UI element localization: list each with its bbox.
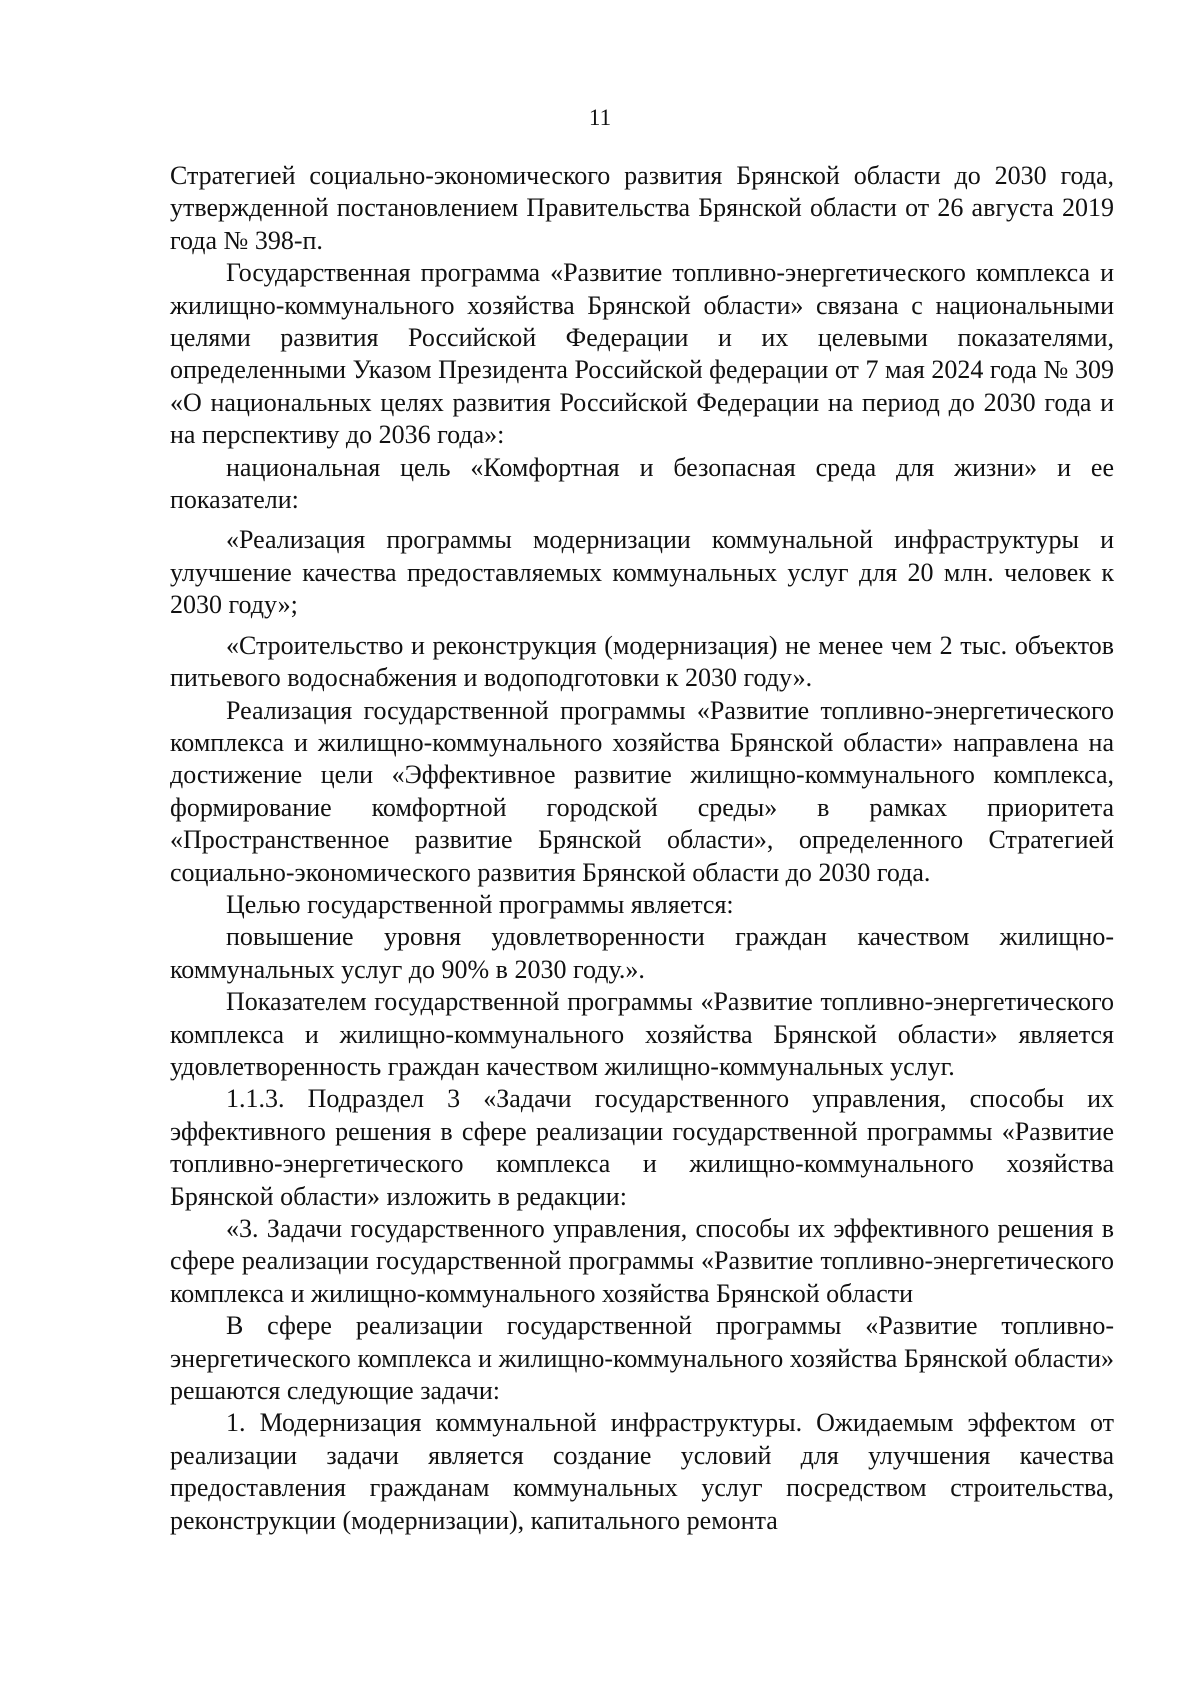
paragraph-6: Реализация государственной программы «Развитие топливно-энергетического комплекса и жилищно-коммунального хозяйства Брянской области» направлена на достижение цели «Эффективное развитие жилищно-коммунального комплекса, формирование комфортной городской среды» в рамках приоритета «Пространственное развитие Брянской области», определенного Стратегией социально-экономического развития Брянской области до 2030 года. <box>170 695 1114 887</box>
paragraph-2: Государственная программа «Развитие топливно-энергетического комплекса и жилищно-коммунального хозяйства Брянской области» связана с национальными целями развития Российской Федерации и их целевыми показателями, определенными Указом Президента Российской федерации от 7 мая 2024 года № 309 «О национальных целях развития Российской Федерации на период до 2030 года и на перспективу до 2036 года»: <box>170 258 1114 450</box>
paragraph-12: В сфере реализации государственной программы «Развитие топливно-энергетического комплекса и жилищно-коммунального хозяйства Брянской области» решаются следующие задачи: <box>170 1311 1114 1406</box>
paragraph-7: Целью государственной программы является: <box>226 889 734 919</box>
paragraph-4: «Реализация программы модернизации коммунальной инфраструктуры и улучшение качества предоставляемых коммунальных услуг для 20 млн. человек к 2030 году»; <box>170 525 1114 620</box>
paragraph-13: 1. Модернизация коммунальной инфраструктуры. Ожидаемым эффектом от реализации задачи является создание условий для улучшения качества предоставления гражданам коммунальных услуг посредством строительства, реконструкции (модернизации), капитального ремонта <box>170 1408 1114 1535</box>
paragraph-11: «3. Задачи государственного управления, способы их эффективного решения в сфере реализации государственной программы «Развитие топливно-энергетического комплекса и жилищно-коммунального хозяйства Брянской области <box>170 1214 1114 1308</box>
paragraph-8: повышение уровня удовлетворенности граждан качеством жилищно-коммунальных услуг до 90% в 2030 году.». <box>170 922 1114 984</box>
paragraph-5: «Строительство и реконструкция (модернизация) не менее чем 2 тыс. объектов питьевого водоснабжения и водоподготовки к 2030 году». <box>170 630 1114 693</box>
document-body <box>170 160 1114 1537</box>
paragraph-9: Показателем государственной программы «Развитие топливно-энергетического комплекса и жилищно-коммунального хозяйства Брянской области» является удовлетворенность граждан качеством жилищно-коммунальных услуг. <box>170 987 1114 1081</box>
paragraph-3: национальная цель «Комфортная и безопасная среда для жизни» и ее показатели: <box>170 452 1114 515</box>
paragraph-10: 1.1.3. Подраздел 3 «Задачи государственного управления, способы их эффективного решения в сфере реализации государственной программы «Развитие топливно-энергетического комплекса и жилищно-коммунального хозяйства Брянской области» изложить в редакции: <box>170 1084 1114 1211</box>
page-number: 11 <box>588 105 612 130</box>
paragraph-1: Стратегией социально-экономического развития Брянской области до 2030 года, утвержденной постановлением Правительства Брянской области от 26 августа 2019 года № 398-п. <box>170 161 1114 255</box>
